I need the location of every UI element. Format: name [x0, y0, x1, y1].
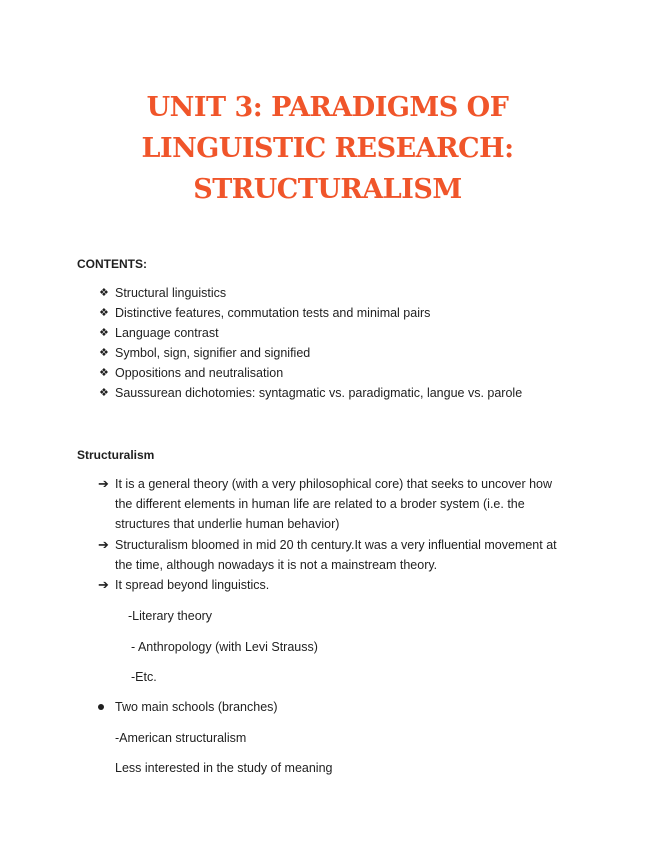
section-heading-structuralism: Structuralism: [77, 448, 155, 462]
arrow-bullet-icon: ➔: [98, 476, 109, 491]
sub-item: - Anthropology (with Levi Strauss): [131, 640, 318, 654]
title-line: LINGUISTIC RESEARCH:: [141, 133, 514, 164]
diamond-bullet-icon: ❖: [99, 307, 109, 319]
paragraph: -American structuralism: [115, 731, 247, 745]
sub-item: -Literary theory: [128, 609, 213, 623]
title-line: STRUCTURALISM: [193, 174, 462, 205]
bullet-dot-icon: [98, 704, 104, 710]
sub-item: -Etc.: [131, 670, 157, 684]
contents-heading: CONTENTS:: [77, 257, 147, 271]
arrow-bullet-icon: ➔: [98, 537, 109, 552]
arrow-bullet-icon: ➔: [98, 577, 109, 592]
document-title: [0, 87, 655, 210]
title-line: UNIT 3: PARADIGMS OF: [146, 92, 509, 123]
diamond-bullet-icon: ❖: [99, 367, 109, 379]
paragraph: Less interested in the study of meaning: [115, 761, 333, 775]
diamond-bullet-icon: ❖: [99, 287, 109, 299]
diamond-bullet-icon: ❖: [99, 387, 109, 399]
diamond-bullet-icon: ❖: [99, 327, 109, 339]
diamond-bullet-icon: ❖: [99, 347, 109, 359]
